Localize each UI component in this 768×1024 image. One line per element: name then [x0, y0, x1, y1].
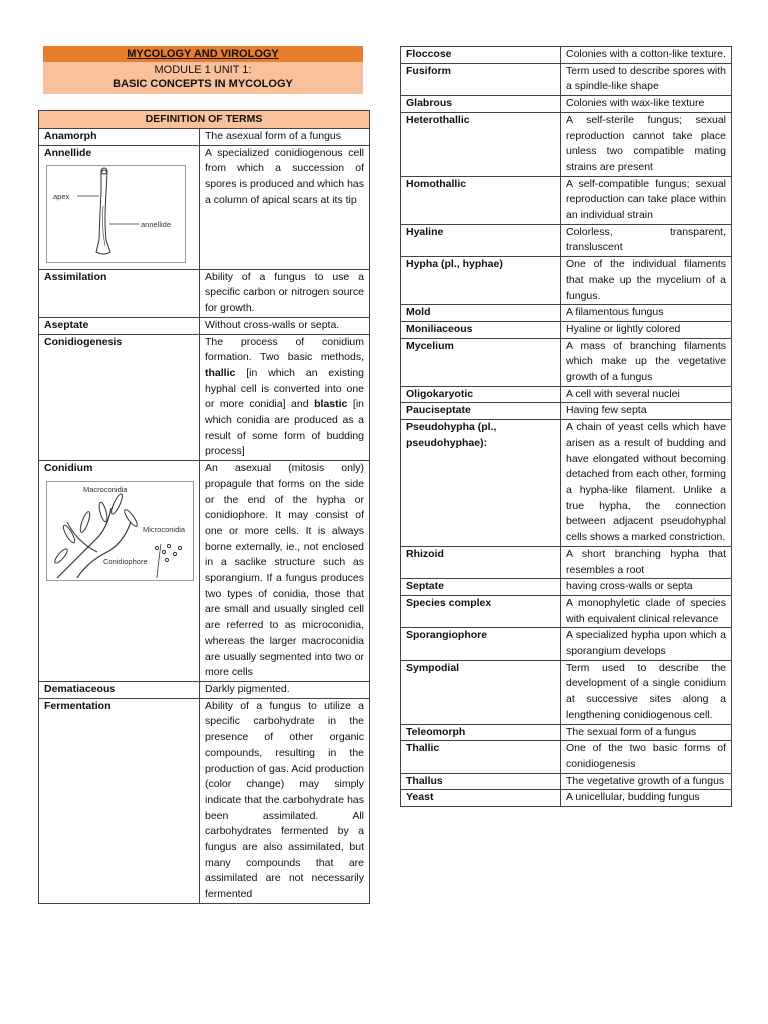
definition-cell: having cross-walls or septa	[561, 579, 732, 596]
table-row	[401, 595, 732, 627]
definition-text: The process of conidium formation. Two basic methods,	[205, 335, 365, 364]
term-cell: Fermentation	[39, 698, 200, 903]
document-header	[43, 46, 363, 94]
term-cell: Glabrous	[401, 96, 561, 113]
term-cell: Moniliaceous	[401, 321, 561, 338]
term-cell: Homothallic	[401, 176, 561, 224]
term-cell: Yeast	[401, 790, 561, 807]
table-row	[39, 317, 370, 334]
definition-emphasis: thallic	[205, 366, 236, 379]
definitions-table-left	[38, 110, 370, 904]
unit-title: BASIC CONCEPTS IN MYCOLOGY	[113, 78, 293, 90]
term-cell: Anamorph	[39, 129, 200, 146]
definition-cell	[200, 334, 370, 461]
definition-cell: A cell with several nuclei	[561, 386, 732, 403]
definition-cell: Term used to describe the development of a single conidium at successive sites along a lengthening conidiogenous cell.	[561, 660, 732, 724]
table-row	[39, 681, 370, 698]
term-cell-with-figure	[39, 461, 200, 682]
table-row	[401, 724, 732, 741]
table-row	[401, 96, 732, 113]
term-cell-with-figure	[39, 145, 200, 269]
term-cell: Thallic	[401, 741, 561, 773]
table-row	[401, 628, 732, 660]
table-row	[39, 145, 370, 269]
table-row	[401, 790, 732, 807]
conidium-figure	[46, 481, 194, 581]
definition-cell: The asexual form of a fungus	[200, 129, 370, 146]
term-cell: Assimilation	[39, 269, 200, 317]
term-cell: Aseptate	[39, 317, 200, 334]
term-cell: Septate	[401, 579, 561, 596]
definition-text: [in which conidia are produced as a result of some form of budding process]	[205, 398, 365, 458]
definition-cell: The sexual form of a fungus	[561, 724, 732, 741]
table-row	[401, 321, 732, 338]
module-label: MODULE 1 UNIT 1:	[154, 64, 252, 76]
table-row	[39, 334, 370, 461]
table-row	[401, 546, 732, 578]
definition-cell: One of the individual filaments that make up the mycelium of a fungus.	[561, 257, 732, 305]
definition-cell: Ability of a fungus to utilize a specific carbohydrate in the presence of other organic compounds, resulting in the production of gas. Acid production (color change) may simply indicate that the carbohydrate has been assimilated. All carbohydrates fermented by a fungus are also assimilated, but many compounds that are assimilated are not necessarily fermented	[200, 698, 370, 903]
annellide-figure	[46, 165, 186, 263]
definition-cell: Having few septa	[561, 403, 732, 420]
term-cell: Hyaline	[401, 224, 561, 256]
course-title: MYCOLOGY AND VIROLOGY	[43, 46, 363, 62]
microconidia-label: Microconidia	[143, 524, 186, 534]
table-row	[401, 403, 732, 420]
table-row	[39, 698, 370, 903]
definition-emphasis: blastic	[314, 398, 348, 411]
term-cell: Mycelium	[401, 338, 561, 386]
definition-cell: A monophyletic clade of species with equivalent clinical relevance	[561, 595, 732, 627]
definition-cell: Colonies with wax-like texture	[561, 96, 732, 113]
table-row	[401, 112, 732, 176]
term-label: Conidium	[44, 462, 93, 475]
definition-cell: A filamentous fungus	[561, 305, 732, 322]
table-heading: DEFINITION OF TERMS	[39, 111, 370, 129]
table-row	[39, 461, 370, 682]
definition-cell: One of the two basic forms of conidiogenesis	[561, 741, 732, 773]
term-cell: Floccose	[401, 47, 561, 64]
definition-cell: Term used to describe spores with a spindle-like shape	[561, 63, 732, 95]
table-row	[401, 741, 732, 773]
definition-cell: A chain of yeast cells which have arisen as a result of budding and have elongated without becoming detached from each other, forming a hypha-like filament. Unlike a true hypha, the connection between adjacent pseudohyphal cells shows a marked constriction.	[561, 420, 732, 547]
term-cell: Oligokaryotic	[401, 386, 561, 403]
term-cell: Mold	[401, 305, 561, 322]
table-row	[401, 338, 732, 386]
term-cell: Thallus	[401, 773, 561, 790]
term-cell: Conidiogenesis	[39, 334, 200, 461]
table-row	[401, 63, 732, 95]
definition-cell: Colonies with a cotton-like texture.	[561, 47, 732, 64]
definition-cell: Darkly pigmented.	[200, 681, 370, 698]
table-row	[401, 386, 732, 403]
definition-cell: The vegetative growth of a fungus	[561, 773, 732, 790]
term-cell: Fusiform	[401, 63, 561, 95]
term-cell: Sporangiophore	[401, 628, 561, 660]
table-row	[39, 129, 370, 146]
term-cell: Rhizoid	[401, 546, 561, 578]
definition-cell: Colorless, transparent, transluscent	[561, 224, 732, 256]
conidiophore-label: Conidiophore	[103, 556, 148, 566]
definition-cell: Without cross-walls or septa.	[200, 317, 370, 334]
term-label: Annellide	[44, 146, 92, 159]
term-cell: Teleomorph	[401, 724, 561, 741]
table-row	[401, 579, 732, 596]
definition-cell: An asexual (mitosis only) propagule that forms on the side or the end of the hypha or conidiophore. It may consist of one or more cells. It is always borne externally, ie., not enclosed in a saclike structure such as sporangium. If a fungus produces two types of conidia, those that are small and usually singled cell are referred to as microconidia, whereas the larger macroconidia are usually segmented into two or more cells	[200, 461, 370, 682]
term-cell: Sympodial	[401, 660, 561, 724]
table-row	[401, 660, 732, 724]
table-row	[401, 176, 732, 224]
definition-cell: A unicellular, budding fungus	[561, 790, 732, 807]
term-cell: Species complex	[401, 595, 561, 627]
table-row	[401, 420, 732, 547]
table-row	[401, 47, 732, 64]
definition-cell: A short branching hypha that resembles a root	[561, 546, 732, 578]
table-row	[39, 269, 370, 317]
annellide-label: annellide	[141, 220, 172, 230]
apex-label: apex	[53, 192, 70, 202]
term-cell: Pseudohypha (pl., pseudohyphae):	[401, 420, 561, 547]
definition-text: [in which an existing hyphal cell is converted into one or more conidia] and	[205, 366, 365, 411]
term-cell: Heterothallic	[401, 112, 561, 176]
table-row	[401, 773, 732, 790]
definition-cell: Ability of a fungus to use a specific carbon or nitrogen source for growth.	[200, 269, 370, 317]
definition-cell: A specialized conidiogenous cell from which a succession of spores is produced and which has a column of apical scars at its tip	[200, 145, 370, 269]
definitions-table-right	[400, 46, 732, 807]
term-cell: Hypha (pl., hyphae)	[401, 257, 561, 305]
definition-cell: Hyaline or lightly colored	[561, 321, 732, 338]
term-cell: Dematiaceous	[39, 681, 200, 698]
definition-cell: A self-compatible fungus; sexual reproduction can take place within an individual strain	[561, 176, 732, 224]
table-row	[401, 257, 732, 305]
module-heading	[43, 62, 363, 94]
term-cell: Pauciseptate	[401, 403, 561, 420]
definition-cell: A mass of branching filaments which make up the vegetative growth of a fungus	[561, 338, 732, 386]
definition-cell: A self-sterile fungus; sexual reproduction cannot take place unless two compatible mating strains are present	[561, 112, 732, 176]
table-row	[401, 224, 732, 256]
macroconidia-label: Macroconidia	[83, 484, 128, 494]
table-row	[401, 305, 732, 322]
definition-cell: A specialized hypha upon which a sporangium develops	[561, 628, 732, 660]
